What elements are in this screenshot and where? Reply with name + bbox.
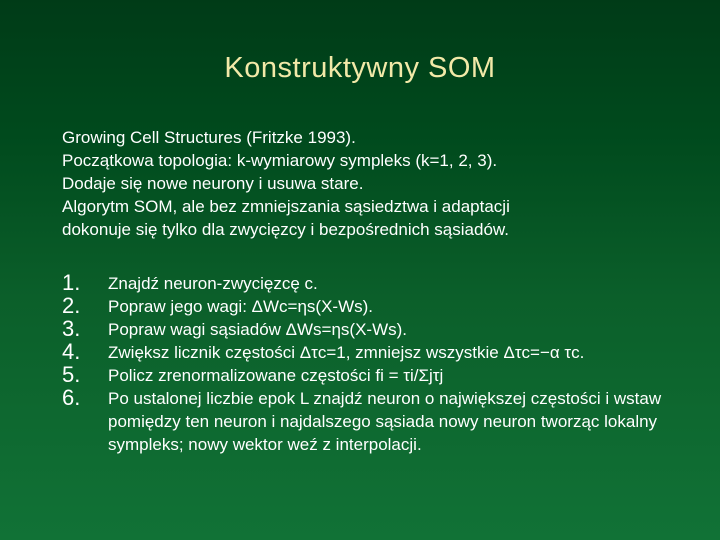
intro-line-2: Początkowa topologia: k-wymiarowy sympleks (k=1, 2, 3). [62, 151, 498, 170]
intro-text [62, 126, 682, 241]
step-1 [62, 272, 702, 295]
step-2 [62, 295, 702, 318]
intro-line-1: Growing Cell Structures (Fritzke 1993). [62, 128, 356, 147]
step-4 [62, 341, 702, 364]
step-text: Zwiększ licznik częstości Δτc=1, zmniejsz wszystkie Δτc=−α τc. [108, 343, 585, 362]
step-text: Policz zrenormalizowane częstości fi = τi/Σjτj [108, 366, 444, 385]
step-text: Znajdź neuron-zwycięzcę c. [108, 274, 318, 293]
step-number: 4. [62, 339, 81, 364]
slide-title: Konstruktywny SOM [224, 52, 496, 84]
step-text: Popraw wagi sąsiadów ΔWs=ηs(X-Ws). [108, 320, 408, 339]
step-text: Po ustalonej liczbie epok L znajdź neuron o największej częstości i wstaw pomiędzy ten neuron i najdalszego sąsiada nowy neuron tworząc lokalny sympleks; nowy wektor weź z interpolacji. [108, 389, 662, 454]
algorithm-steps [62, 272, 702, 456]
intro-line-4: Algorytm SOM, ale bez zmniejszania sąsiedztwa i adaptacji [62, 197, 510, 216]
step-3 [62, 318, 702, 341]
step-text: Popraw jego wagi: ΔWc=ηs(X-Ws). [108, 297, 374, 316]
step-number: 1. [62, 270, 81, 295]
step-number: 5. [62, 362, 81, 387]
intro-line-3: Dodaje się nowe neurony i usuwa stare. [62, 174, 364, 193]
step-number: 3. [62, 316, 81, 341]
step-5 [62, 364, 702, 387]
intro-line-5: dokonuje się tylko dla zwycięzcy i bezpośrednich sąsiadów. [62, 220, 509, 239]
step-number: 2. [62, 293, 81, 318]
step-number: 6. [62, 385, 81, 410]
step-6 [62, 387, 702, 456]
